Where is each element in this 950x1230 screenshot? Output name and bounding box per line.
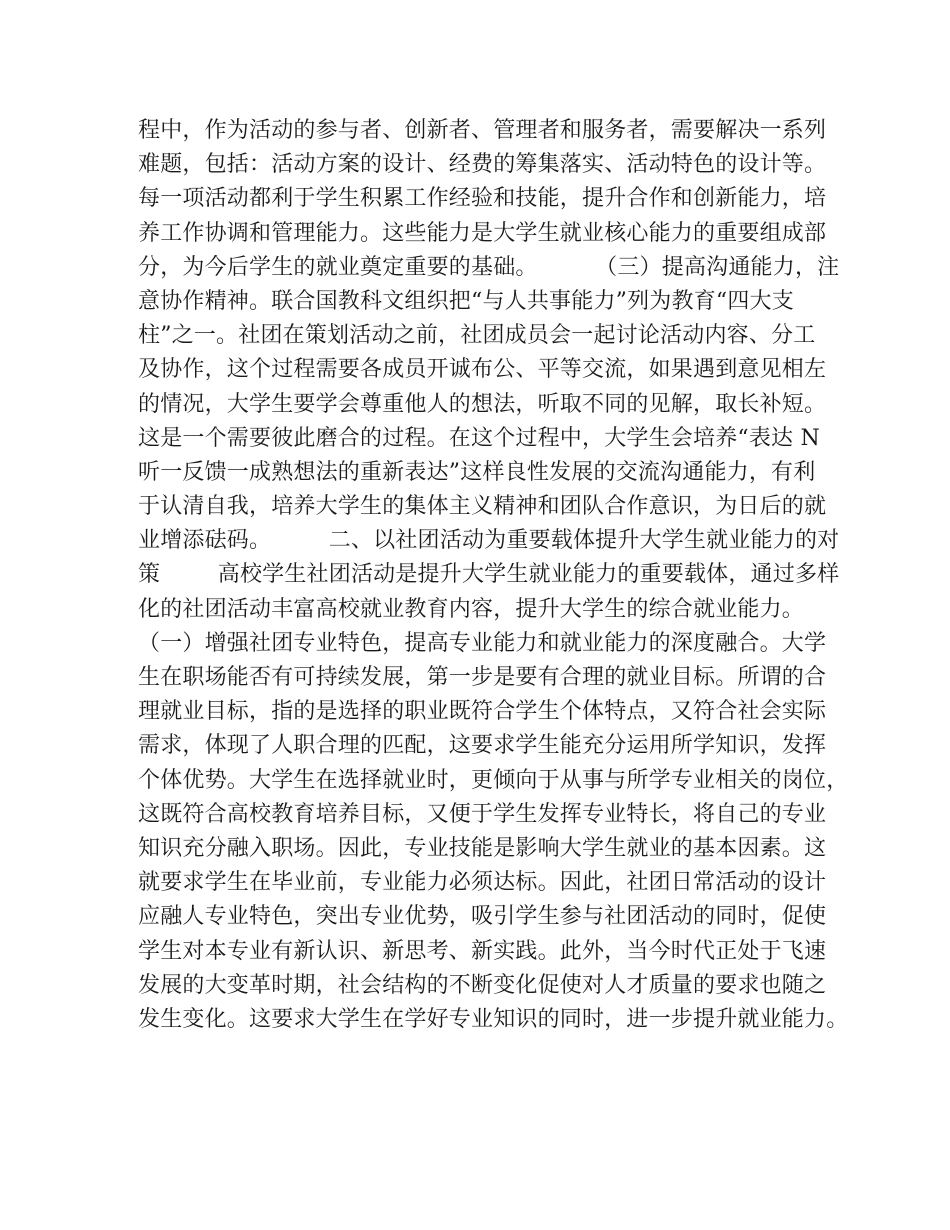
text-line: 策 高校学生社团活动是提升大学生就业能力的重要载体，通过多样	[138, 562, 840, 588]
text-line: 意协作精神。联合国教科文组织把“与人共事能力”列为教育“四大支	[138, 288, 794, 314]
text-line: 难题，包括：活动方案的设计、经费的筹集落实、活动特色的设计等。	[138, 152, 827, 178]
text-line: 业增添砝码。 二、以社团活动为重要载体提升大学生就业能力的对	[138, 528, 840, 554]
text-line: 生在职场能否有可持续发展，第一步是要有合理的就业目标。所谓的合	[138, 665, 827, 690]
text-line: 于认清自我，培养大学生的集体主义精神和团队合作意识，为日后的就	[138, 494, 827, 520]
text-line: 知识充分融入职场。因此，专业技能是影响大学生就业的基本因素。这	[138, 835, 827, 861]
text-line: 个体优势。大学生在选择就业时，更倾向于从事与所学专业相关的岗位，	[138, 767, 849, 793]
text-line: 这既符合高校教育培养目标，又便于学生发挥专业特长，将自己的专业	[138, 801, 827, 827]
text-line: 听一反馈一成熟想法的重新表达”这样良性发展的交流沟通能力，有利	[138, 459, 816, 485]
text-line: 分，为今后学生的就业奠定重要的基础。 （三）提高沟通能力，注	[138, 254, 840, 280]
text-line: 及协作，这个过程需要各成员开诚布公、平等交流，如果遇到意见相左	[138, 357, 827, 383]
text-line: 应融人专业特色，突出专业优势，吸引学生参与社团活动的同时，促使	[138, 904, 827, 930]
text-line: 养工作协调和管理能力。这些能力是大学生就业核心能力的重要组成部	[138, 220, 827, 246]
text-line: 需求，体现了人职合理的匹配，这要求学生能充分运用所学知识，发挥	[138, 733, 827, 759]
text-line: 每一项活动都利于学生积累工作经验和技能，提升合作和创新能力，培	[138, 186, 827, 212]
text-line: 柱”之一。社团在策划活动之前，社团成员会一起讨论活动内容、分工	[138, 323, 816, 349]
text-line: 这是一个需要彼此磨合的过程。在这个过程中，大学生会培养“表达 N	[138, 425, 820, 451]
text-line: 就要求学生在毕业前，专业能力必须达标。因此，社团日常活动的设计	[138, 870, 827, 896]
text-line: （一）增强社团专业特色，提高专业能力和就业能力的深度融合。大学	[138, 630, 827, 656]
text-line: 化的社团活动丰富高校就业教育内容，提升大学生的综合就业能力。	[138, 596, 805, 622]
text-line: 的情况，大学生要学会尊重他人的想法，听取不同的见解，取长补短。	[138, 391, 827, 417]
text-line: 学生对本专业有新认识、新思考、新实践。此外，当今时代正处于飞速	[138, 938, 827, 964]
text-line: 发展的大变革时期，社会结构的不断变化促使对人才质量的要求也随之	[138, 972, 827, 998]
text-line: 程中，作为活动的参与者、创新者、管理者和服务者，需要解决一系列	[138, 118, 827, 143]
body-text	[138, 114, 849, 1037]
text-line: 发生变化。这要求大学生在学好专业知识的同时，进一步提升就业能力。	[138, 1006, 849, 1032]
text-line: 理就业目标，指的是选择的职业既符合学生个体特点，又符合社会实际	[138, 699, 827, 725]
